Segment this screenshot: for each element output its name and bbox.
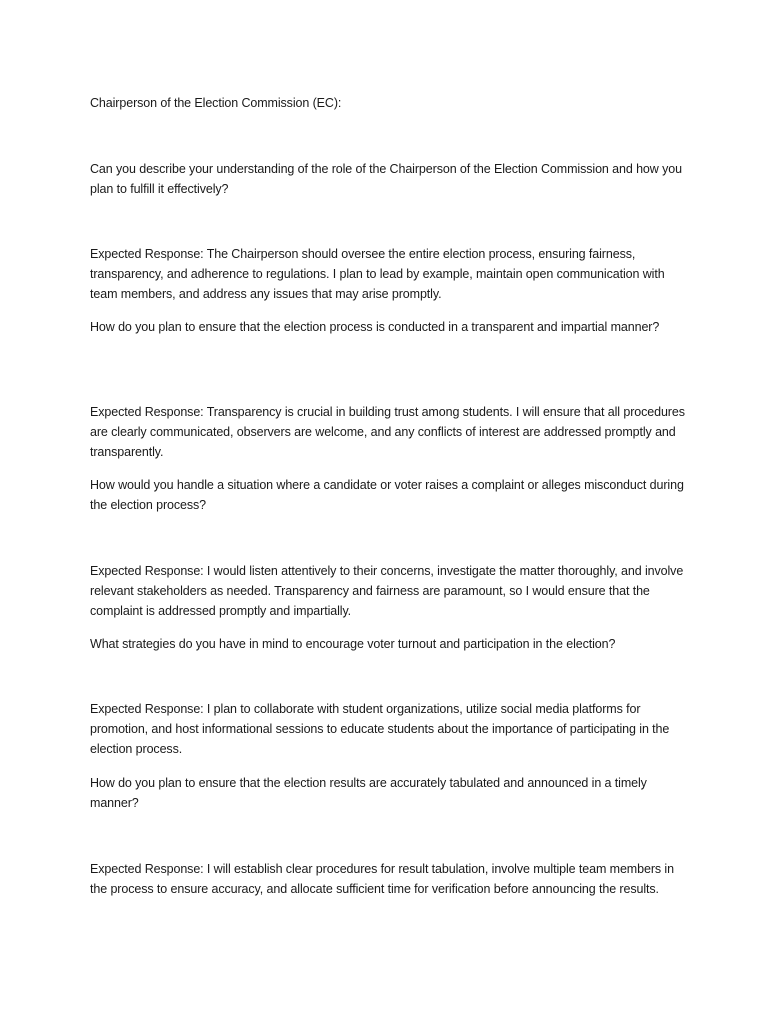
document-heading: Chairperson of the Election Commission (EC): <box>90 96 342 110</box>
question-4: What strategies do you have in mind to encourage voter turnout and participation in the election? <box>90 637 616 651</box>
response-4: Expected Response: I plan to collaborate with student organizations, utilize social media platforms for promotion, and host informational sessions to educate students about the importance of participating in the election process. <box>90 702 670 756</box>
question-3: How would you handle a situation where a candidate or voter raises a complaint or alleges misconduct during the election process? <box>90 478 684 512</box>
question-1: Can you describe your understanding of the role of the Chairperson of the Election Commission and how you plan to fulfill it effectively? <box>90 162 682 196</box>
question-2: How do you plan to ensure that the election process is conducted in a transparent and impartial manner? <box>90 320 660 334</box>
response-2: Expected Response: Transparency is crucial in building trust among students. I will ensure that all procedures are clearly communicated, observers are welcome, and any conflicts of interest are addressed promptly and transparently. <box>90 405 685 459</box>
question-5: How do you plan to ensure that the election results are accurately tabulated and announced in a timely manner? <box>90 776 647 810</box>
response-5: Expected Response: I will establish clear procedures for result tabulation, involve multiple team members in the process to ensure accuracy, and allocate sufficient time for verification before announcing the results. <box>90 862 674 896</box>
response-1: Expected Response: The Chairperson should oversee the entire election process, ensuring fairness, transparency, and adherence to regulations. I plan to lead by example, maintain open communication with team members, and address any issues that may arise promptly. <box>90 247 665 301</box>
response-3: Expected Response: I would listen attentively to their concerns, investigate the matter thoroughly, and involve relevant stakeholders as needed. Transparency and fairness are paramount, so I would ensure that the complaint is addressed promptly and impartially. <box>90 564 684 618</box>
